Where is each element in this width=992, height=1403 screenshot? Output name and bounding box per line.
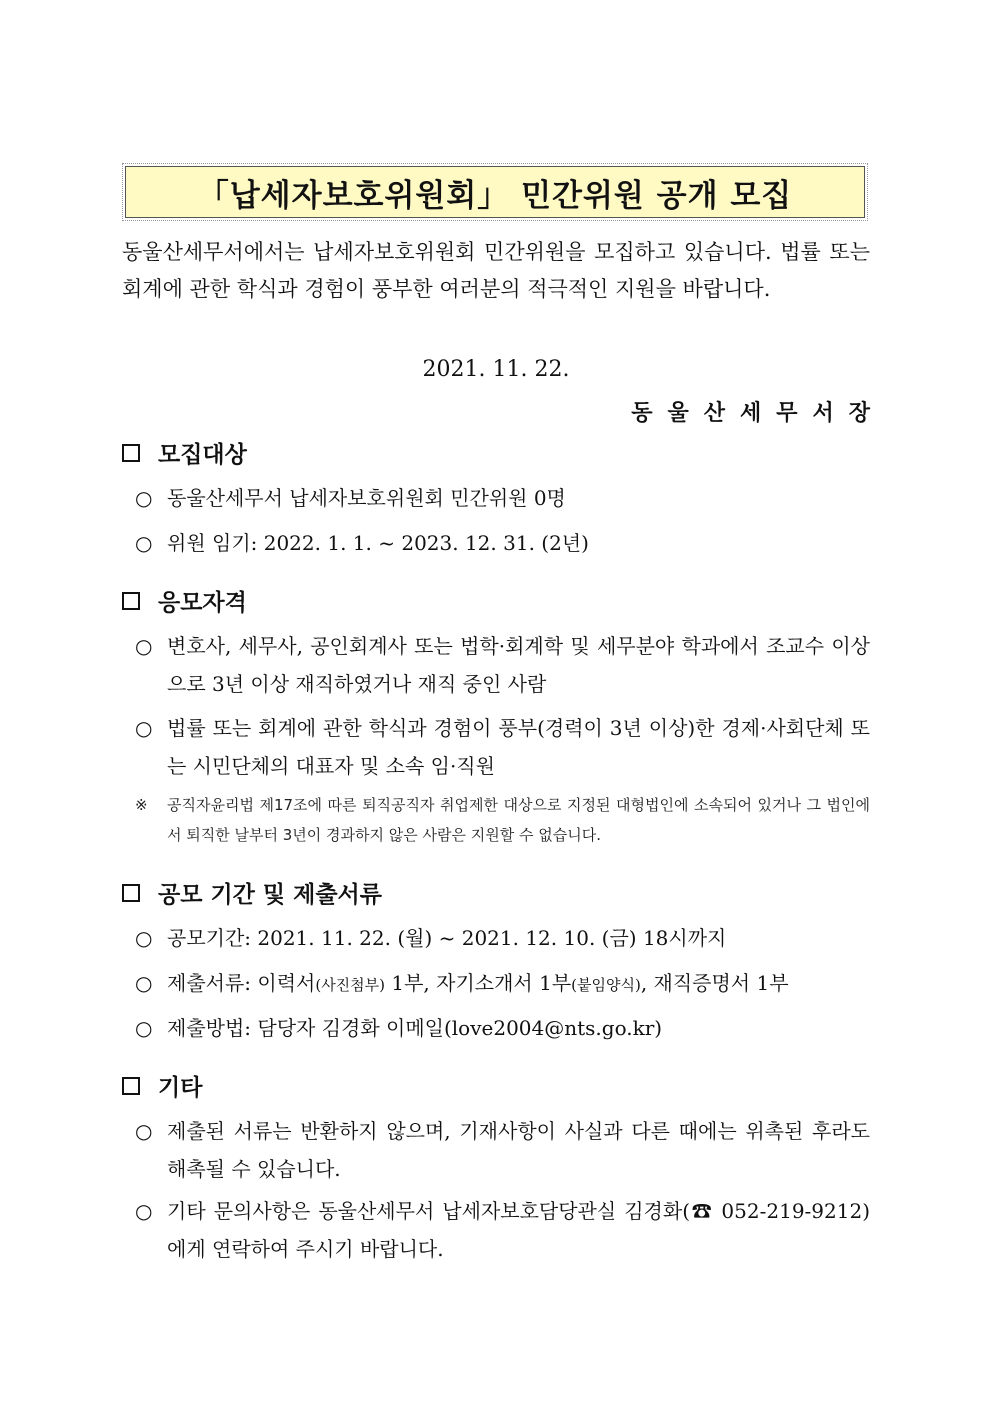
section-heading-etc (122, 1069, 202, 1102)
section-heading-qualification (122, 584, 247, 617)
list-item-text: 기타 문의사항은 동울산세무서 납세자보호담당관실 김경화(☎ 052-219-9212)에게 연락하여 주시기 바랍니다. (167, 1199, 870, 1261)
list-item-text: 제출된 서류는 반환하지 않으며, 기재사항이 사실과 다른 때에는 위촉된 후라도 해촉될 수 있습니다. (167, 1119, 870, 1181)
section-heading-label: 공모 기간 및 제출서류 (158, 882, 382, 908)
checkbox-square-icon (122, 1077, 140, 1095)
documents-text-c: 1부, 자기소개서 1부 (385, 971, 572, 995)
announcement-date: 2021. 11. 22. (422, 357, 570, 382)
list-item-text (167, 964, 870, 1004)
list-item (135, 1192, 870, 1268)
list-item (135, 964, 870, 1004)
list-item (135, 479, 870, 517)
checkbox-square-icon (122, 884, 140, 902)
document-title: 「납세자보호위원회」 민간위원 공개 모집 (125, 166, 865, 218)
circle-bullet-icon: ○ (135, 486, 153, 510)
checkbox-square-icon (122, 592, 140, 610)
circle-bullet-icon: ○ (135, 634, 153, 658)
section-heading-label: 응모자격 (158, 590, 247, 616)
documents-text-a: 제출서류: 이력서 (167, 971, 316, 995)
signature: 동울산세무서장 (631, 400, 885, 426)
circle-bullet-icon: ○ (135, 1016, 153, 1040)
intro-paragraph: 동울산세무서에서는 납세자보호위원회 민간위원을 모집하고 있습니다. 법률 또는 회계에 관한 학식과 경험이 풍부한 여러분의 적극적인 지원을 바랍니다. (122, 240, 870, 301)
list-item (135, 1009, 870, 1047)
circle-bullet-icon: ○ (135, 531, 153, 555)
qualification-note (135, 790, 870, 850)
list-item (135, 919, 870, 957)
note-text: 공직자윤리법 제17조에 따른 퇴직공직자 취업제한 대상으로 지정된 대형법인에 소속되어 있거나 그 법인에서 퇴직한 날부터 3년이 경과하지 않은 사람은 지원할 수 없습니다. (167, 796, 870, 844)
circle-bullet-icon: ○ (135, 1119, 153, 1143)
section-heading-recruit (122, 436, 247, 469)
list-item (135, 524, 870, 562)
list-item-text: 법률 또는 회계에 관한 학식과 경험이 풍부(경력이 3년 이상)한 경제·사회단체 또는 시민단체의 대표자 및 소속 임·직원 (167, 716, 870, 778)
section-heading-period (122, 876, 382, 909)
documents-text-d: (붙임양식) (571, 976, 641, 994)
documents-text-e: , 재직증명서 1부 (640, 971, 789, 995)
circle-bullet-icon: ○ (135, 1199, 153, 1223)
list-item-text: 위원 임기: 2022. 1. 1. ~ 2023. 12. 31. (2년) (167, 531, 589, 555)
list-item-text: 공모기간: 2021. 11. 22. (월) ~ 2021. 12. 10. (금) 18시까지 (167, 926, 727, 950)
section-heading-label: 기타 (158, 1075, 203, 1101)
circle-bullet-icon: ○ (135, 716, 153, 740)
circle-bullet-icon: ○ (135, 926, 153, 950)
section-heading-label: 모집대상 (158, 442, 247, 468)
documents-text-b: (사진첨부) (315, 976, 386, 994)
circle-bullet-icon: ○ (135, 971, 153, 995)
list-item-text: 동울산세무서 납세자보호위원회 민간위원 0명 (167, 486, 566, 510)
list-item-text: 변호사, 세무사, 공인회계사 또는 법학·회계학 및 세무분야 학과에서 조교수 이상으로 3년 이상 재직하였거나 재직 중인 사람 (167, 634, 870, 696)
list-item (135, 627, 870, 703)
list-item (135, 1112, 870, 1188)
list-item-text: 제출방법: 담당자 김경화 이메일(love2004@nts.go.kr) (167, 1016, 663, 1040)
note-mark-icon: ※ (135, 796, 148, 814)
checkbox-square-icon (122, 444, 140, 462)
list-item (135, 709, 870, 785)
